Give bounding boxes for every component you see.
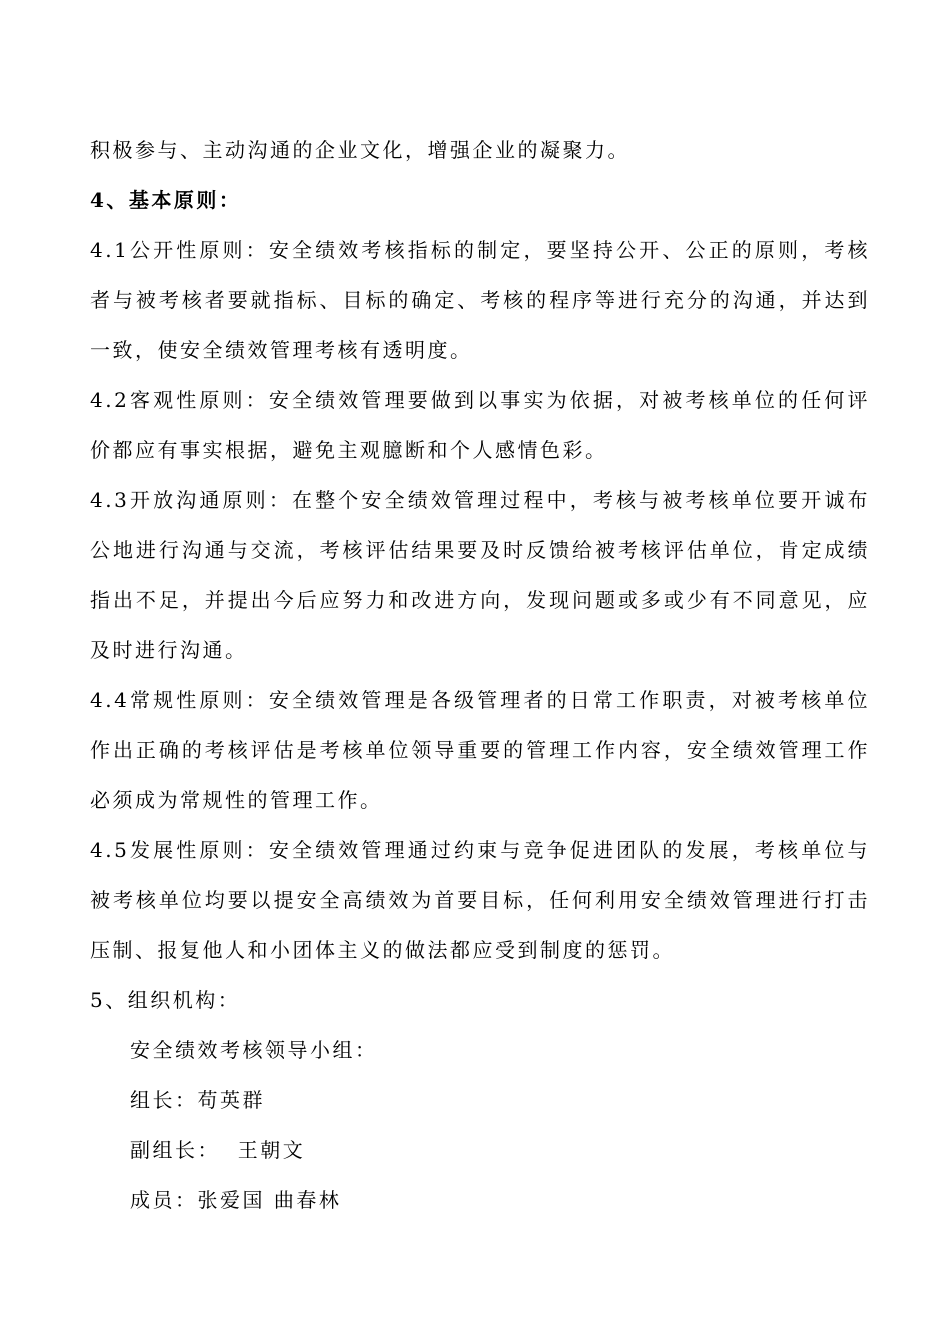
paragraph-line: 作出正确的考核评估是考核单位领导重要的管理工作内容，安全绩效管理工作 — [90, 738, 870, 762]
group-title: 安全绩效考核领导小组： — [130, 1038, 378, 1062]
paragraph-line: 指出不足，并提出今后应努力和改进方向，发现问题或多或少有不同意见，应 — [90, 588, 870, 612]
paragraph-line: 4.2客观性原则：安全绩效管理要做到以事实为依据，对被考核单位的任何评 — [90, 388, 870, 412]
paragraph-line: 4.5发展性原则：安全绩效管理通过约束与竞争促进团队的发展，考核单位与 — [90, 838, 870, 862]
paragraph-line: 公地进行沟通与交流，考核评估结果要及时反馈给被考核评估单位，肯定成绩 — [90, 538, 870, 562]
paragraph-line: 价都应有事实根据，避免主观臆断和个人感情色彩。 — [90, 438, 608, 462]
paragraph-line: 一致，使安全绩效管理考核有透明度。 — [90, 338, 473, 362]
group-leader: 组长：苟英群 — [130, 1088, 265, 1112]
section-heading-basic-principles: 4、基本原则： — [90, 188, 242, 212]
group-members: 成员：张爱国 曲春林 — [130, 1188, 342, 1212]
section-heading-organization: 5、组织机构： — [90, 988, 241, 1012]
deputy-leader: 副组长： 王朝文 — [130, 1138, 306, 1162]
paragraph-line: 压制、报复他人和小团体主义的做法都应受到制度的惩罚。 — [90, 938, 675, 962]
paragraph-line: 4.1公开性原则：安全绩效考核指标的制定，要坚持公开、公正的原则，考核 — [90, 238, 870, 262]
paragraph-line: 者与被考核者要就指标、目标的确定、考核的程序等进行充分的沟通，并达到 — [90, 288, 870, 312]
paragraph-line: 4.4常规性原则：安全绩效管理是各级管理者的日常工作职责，对被考核单位 — [90, 688, 870, 712]
paragraph-line: 及时进行沟通。 — [90, 638, 248, 662]
paragraph-line: 被考核单位均要以提安全高绩效为首要目标，任何利用安全绩效管理进行打击 — [90, 888, 870, 912]
paragraph-line: 积极参与、主动沟通的企业文化，增强企业的凝聚力。 — [90, 138, 630, 162]
paragraph-line: 必须成为常规性的管理工作。 — [90, 788, 383, 812]
paragraph-line: 4.3开放沟通原则：在整个安全绩效管理过程中，考核与被考核单位要开诚布 — [90, 488, 870, 512]
